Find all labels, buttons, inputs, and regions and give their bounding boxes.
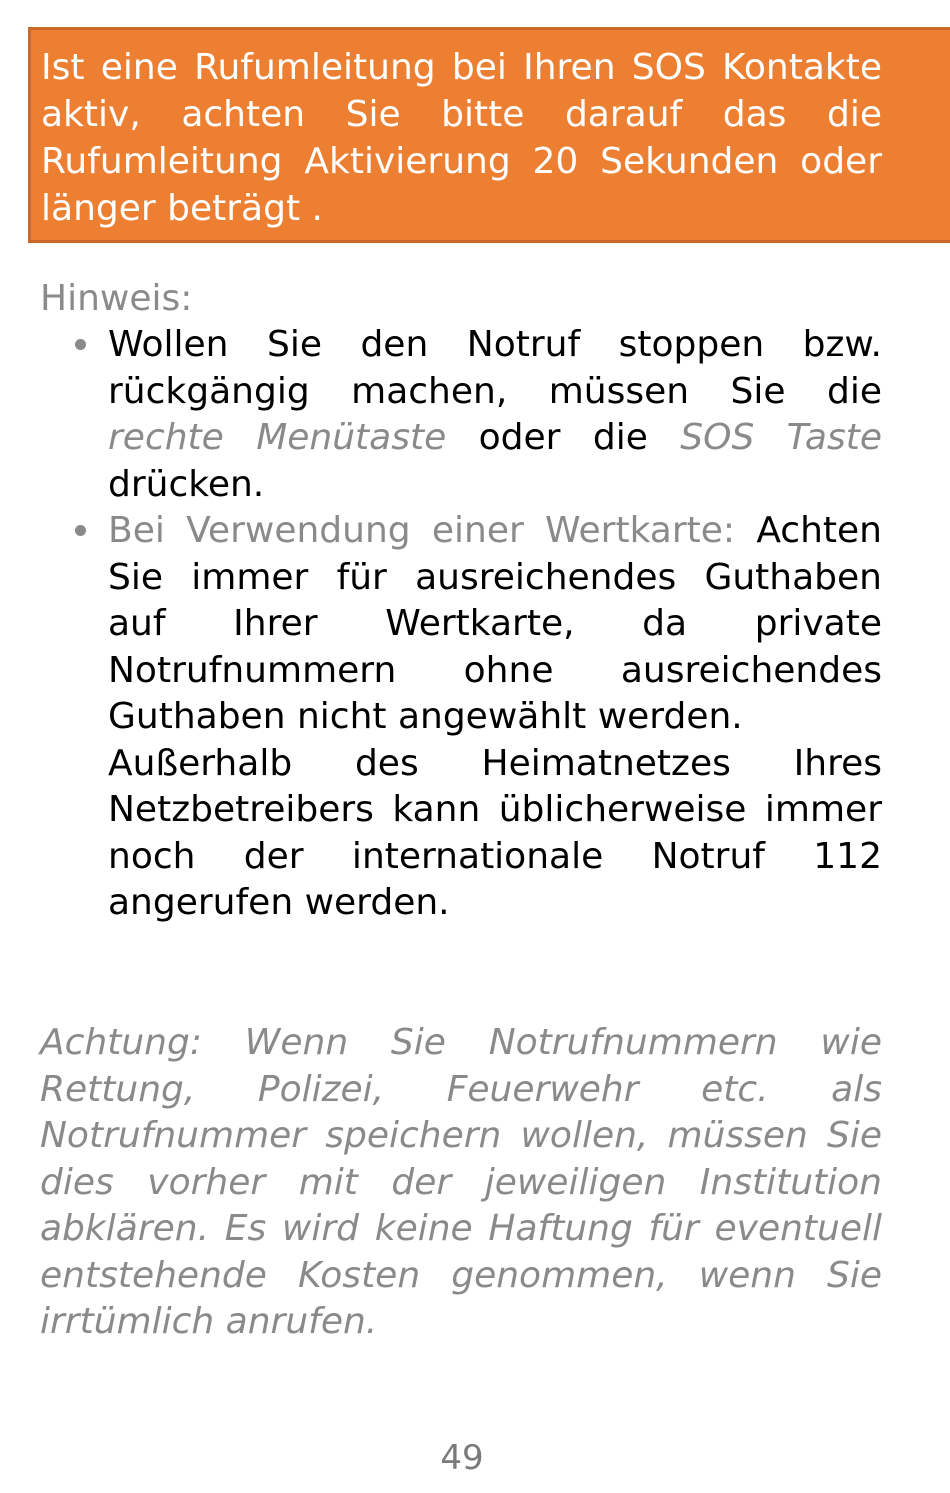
notice-text: Ist eine Rufumleitung bei Ihren SOS Kontakte aktiv, achten Sie bitte darauf das die Rufumleitung Aktivierung 20 Sekunden oder länger beträgt . — [41, 47, 882, 229]
prepaid-card-lead: Bei Verwendung einer Wertkarte: — [108, 510, 736, 551]
hint-heading: Hinweis: — [40, 278, 193, 319]
right-menu-key-reference: rechte Menütaste — [108, 417, 447, 458]
bullet-icon — [75, 339, 86, 350]
hint-item-text: Wollen Sie den Notruf stoppen bzw. rückgängig machen, müssen Sie die — [108, 324, 882, 412]
call-forwarding-notice — [28, 27, 950, 243]
list-item — [108, 508, 882, 927]
hint-item-text: drücken. — [108, 463, 265, 505]
bullet-icon — [75, 525, 86, 536]
attention-note: Achtung: Wenn Sie Notrufnummern wie Rettung, Polizei, Feuerwehr etc. als Notrufnummer speichern wollen, müssen Sie dies vorher mit der jeweiligen Institution abklären. Es wird keine Haftung für eventuell entstehende Kosten genommen, wenn Sie irrtümlich anrufen. — [40, 1022, 882, 1342]
page-number: 49 — [440, 1438, 484, 1478]
roaming-emergency-text: Außerhalb des Heimatnetzes Ihres Netzbetreibers kann üblicherweise immer noch der internationale Notruf 112 angerufen werden. — [108, 742, 882, 923]
list-item — [108, 322, 882, 508]
prepaid-card-text: Achten Sie immer für ausreichendes Guthaben auf Ihrer Wertkarte, da private Notrufnummern ohne ausreichendes Guthaben nicht angewählt werden. — [108, 510, 882, 737]
hint-list — [108, 322, 882, 927]
sos-key-reference: SOS Taste — [680, 417, 882, 458]
hint-item-text: oder die — [446, 417, 681, 458]
